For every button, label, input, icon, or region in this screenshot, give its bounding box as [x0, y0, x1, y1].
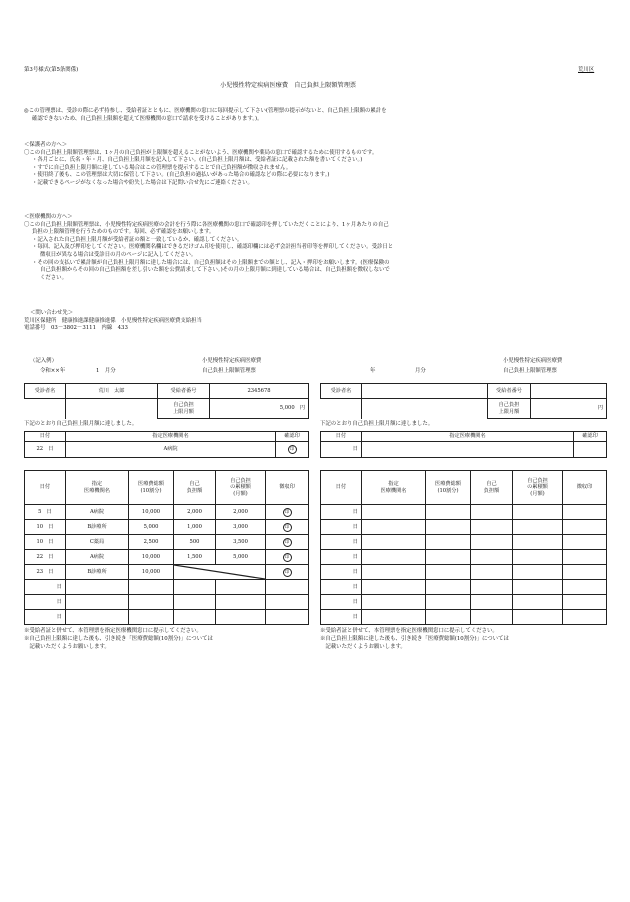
row-date: 日: [321, 535, 362, 550]
row-date: 23 日: [25, 565, 66, 580]
row-self-field[interactable]: [471, 580, 513, 595]
row-cum: 3,500: [216, 535, 266, 550]
row-total-field[interactable]: [426, 610, 471, 625]
recipient-name-field[interactable]: [362, 384, 488, 399]
reach-institution-field[interactable]: [362, 442, 574, 458]
row-total-field[interactable]: [426, 535, 471, 550]
row-institution-field[interactable]: [362, 580, 426, 595]
row-institution: A病院: [66, 505, 129, 520]
recipient-number: 2345678: [210, 384, 309, 399]
strike-line: [174, 565, 265, 579]
limit-value: 5,000 円: [210, 399, 309, 419]
table-row: [25, 565, 309, 580]
left-title-1: 小児慢性特定疾病医療費: [202, 358, 262, 364]
left-notes: ※受給者証と併せて、本管理票を指定医療機関窓口に提示してください。 ※自己負担上限額に達した後も、引き続き「医療費総額(10割分)」については 記載いただくようお願いします。: [24, 628, 213, 650]
row-institution: B診療所: [66, 520, 129, 535]
row-cum-field[interactable]: [513, 565, 563, 580]
contact-office: 荒川区保健所 健康推進課健康推進係 小児慢性特定疾病医療費支給担当: [24, 317, 202, 324]
row-self-field[interactable]: [471, 550, 513, 565]
hist-header-name: 指定 医療機関名: [362, 471, 426, 505]
row-self-field[interactable]: [471, 595, 513, 610]
row-institution-field[interactable]: [362, 505, 426, 520]
intro-text: ◎この管理票は、受診の際に必ず持参し、受給者証とともに、医療機関の窓口に毎回提示して下さい(管理票の提示がないと、自己負担上限額の累計を 確認できないため、自己負担上限額を超えて医療機関の窓口で請求を受けることがあります。)。: [24, 108, 387, 122]
row-date: 22 日: [25, 550, 66, 565]
row-seal: [266, 535, 309, 550]
row-self-field[interactable]: [471, 520, 513, 535]
recipient-number-label: 受給者番号: [488, 384, 531, 399]
table-row: [321, 550, 607, 565]
recipient-name: 荒川 太郎: [66, 384, 158, 399]
recipient-number-field[interactable]: [531, 384, 607, 399]
row-institution-field[interactable]: [362, 565, 426, 580]
reach-header-seal: 確認印: [276, 432, 309, 442]
row-institution: B診療所: [66, 565, 129, 580]
row-self-field[interactable]: [471, 505, 513, 520]
right-history-table: [320, 470, 607, 625]
seal-stamp: 印: [283, 508, 292, 517]
guardian-heading: ＜保護者の方へ＞: [24, 142, 68, 148]
row-seal-field[interactable]: [563, 505, 607, 520]
row-seal: [266, 505, 309, 520]
recipient-label: 受診者名: [321, 384, 362, 399]
row-date: 日: [321, 520, 362, 535]
limit-label: 自己負担 上限月額: [158, 399, 210, 419]
row-strikeout: [174, 565, 266, 580]
reach-header-name: 指定医療機関名: [66, 432, 276, 442]
row-seal-field[interactable]: [563, 535, 607, 550]
row-total: 10,000: [129, 550, 174, 565]
row-seal-field[interactable]: [563, 565, 607, 580]
left-month: 1 月分: [96, 368, 116, 374]
recipient-number-label: 受給者番号: [158, 384, 210, 399]
institution-heading: ＜医療機関の方へ＞: [24, 214, 73, 220]
right-title-1: 小児慢性特定疾病医療費: [503, 358, 563, 364]
row-date: 日: [321, 595, 362, 610]
reach-header-name: 指定医療機関名: [362, 432, 574, 442]
reach-header-date: 日付: [25, 432, 66, 442]
right-year: 年: [370, 368, 376, 374]
right-reached-table: [320, 431, 607, 458]
right-title-2: 自己負担上限額管理票: [503, 368, 557, 374]
recipient-label: 受診者名: [25, 384, 66, 399]
row-total-field[interactable]: [426, 595, 471, 610]
left-reached-text: 下記のとおり自己負担上限月額に達しました。: [24, 421, 138, 427]
table-row: [321, 580, 607, 595]
row-institution: A病院: [66, 550, 129, 565]
row-institution-field[interactable]: [362, 550, 426, 565]
table-row: [321, 610, 607, 625]
row-cum-field[interactable]: [513, 535, 563, 550]
row-institution-field[interactable]: [362, 595, 426, 610]
hist-header-cum: 自己負担 の累積額 (月額): [513, 471, 563, 505]
table-row: [321, 535, 607, 550]
row-cum-field[interactable]: [513, 505, 563, 520]
reach-date: 22 日: [25, 442, 66, 458]
row-seal: [266, 550, 309, 565]
row-date: 日: [321, 565, 362, 580]
row-institution-field[interactable]: [362, 535, 426, 550]
seal-stamp: 印: [283, 538, 292, 547]
hist-header-self: 自己 負担額: [471, 471, 513, 505]
seal-stamp: 印: [283, 523, 292, 532]
hist-header-date: 日付: [25, 471, 66, 505]
institution-section: ＜医療機関の方へ＞ 〇この自己負担上限額管理票は、小児慢性特定疾病医療の会計を行う際に各医療機関の窓口で確認印を押していただくことにより、1ヶ月あたりの自己 負担の上限額管理を行うためのものです。毎回、必ず確認をお願いします。 ・記入された自己負担上限月額が受給者証の額と一致しているか、確認してください。 ・毎回、記入及び押印をしてください。医療機関名欄はできるだけゴム印を使用し、確認印欄には必ず会計担当者印等を押印してください。受診日と 徴収日が異なる場合は受診日の月のページに記入してください。 ・その回の支払いで累計額が自己負担上限月額に達した場合には、自己負担額はその上限額までの額とし、記入・押印をお願いします。(医療保険の 自己負担額からその回の自己負担額を差し引いた額を公費請求して下さい。)その月の上限月額に到達している場合は、自己負担額を徴収しないで ください。: [24, 214, 394, 281]
hist-header-total: 医療費総額 (10割分): [426, 471, 471, 505]
row-total-field[interactable]: [426, 580, 471, 595]
row-cum: 5,000: [216, 550, 266, 565]
row-cum: 2,000: [216, 505, 266, 520]
row-seal-field[interactable]: [563, 520, 607, 535]
limit-value-field[interactable]: 円: [531, 399, 607, 419]
row-institution-field[interactable]: [362, 610, 426, 625]
row-self-field[interactable]: [471, 535, 513, 550]
table-row: [25, 520, 309, 535]
row-date: 日: [321, 580, 362, 595]
row-self: 1,500: [174, 550, 216, 565]
row-self: 500: [174, 535, 216, 550]
table-row: [25, 595, 309, 610]
table-row: [25, 580, 309, 595]
seal-stamp: 印: [283, 553, 292, 562]
row-cum-field[interactable]: [513, 550, 563, 565]
row-date: 5 日: [25, 505, 66, 520]
row-seal: [266, 520, 309, 535]
contact-phone: 電話番号 03－3802－3111 内線 433: [24, 325, 128, 332]
hist-header-seal: 徴収印: [563, 471, 607, 505]
right-notes: ※受給者証と併せて、本管理票を指定医療機関窓口に提示してください。 ※自己負担上限額に達した後も、引き続き「医療費総額(10割分)」については 記載いただくようお願いします。: [320, 628, 509, 650]
left-title-2: 自己負担上限額管理票: [202, 368, 256, 374]
table-row: [321, 595, 607, 610]
reach-institution: A病院: [66, 442, 276, 458]
row-total-field[interactable]: [426, 550, 471, 565]
row-self-field[interactable]: [471, 565, 513, 580]
row-date: 日: [25, 595, 66, 610]
form-number: 第3号様式(第5条関係): [24, 67, 79, 73]
row-date: 10 日: [25, 535, 66, 550]
row-seal-field[interactable]: [563, 610, 607, 625]
row-seal-field[interactable]: [563, 595, 607, 610]
reach-seal: [276, 442, 309, 458]
table-row: [25, 550, 309, 565]
example-label: （記入例）: [30, 358, 57, 364]
right-recipient-table: [320, 383, 607, 419]
row-date: 日: [25, 610, 66, 625]
ward-name: 荒川区: [578, 67, 595, 73]
row-date: 日: [321, 610, 362, 625]
hist-header-self: 自己 負担額: [174, 471, 216, 505]
row-date: 日: [25, 580, 66, 595]
left-history-table: [24, 470, 309, 625]
row-cum: 3,000: [216, 520, 266, 535]
row-seal-field[interactable]: [563, 580, 607, 595]
hist-header-date: 日付: [321, 471, 362, 505]
page-title: 小児慢性特定疾病医療費 自己負担上限額管理票: [220, 82, 357, 89]
table-row: [25, 610, 309, 625]
row-cum-field[interactable]: [513, 520, 563, 535]
seal-stamp: 印: [283, 568, 292, 577]
row-total: 5,000: [129, 520, 174, 535]
reach-seal-field[interactable]: [574, 442, 607, 458]
row-date: 日: [321, 550, 362, 565]
guardian-section: ＜保護者の方へ＞ 〇この自己負担上限額管理票は、1ヶ月の自己負担が上限額を超えることがないよう、医療機関や薬局の窓口で確認するために使用するものです。 ・各月ごとに、氏名・年・月、自己負担上限月額を記入して下さい。(自己負担上限月額は、受給者証に記載された額を書いてください。) ・すでに自己負担上限月額に達している場合はこの管理票を提示することで自己負担額が徴収されません。 ・使用終了後も、この管理票は大切に保管して下さい。(自己負担の過払いがあった場合の確認などの際に必要になります。) ・記載できるページがなくなった場合や紛失した場合は下記問い合せ先にご連絡ください。: [24, 142, 378, 186]
right-month: 月分: [415, 368, 426, 374]
table-row: [25, 505, 309, 520]
row-cum-field[interactable]: [513, 610, 563, 625]
row-institution: C薬局: [66, 535, 129, 550]
row-date: 日: [321, 505, 362, 520]
limit-label: 自己負担 上限月額: [488, 399, 531, 419]
hist-header-seal: 徴収印: [266, 471, 309, 505]
right-reached-text: 下記のとおり自己負担上限月額に達しました。: [320, 421, 434, 427]
hist-header-total: 医療費総額 (10割分): [129, 471, 174, 505]
row-self: 2,000: [174, 505, 216, 520]
row-institution-field[interactable]: [362, 520, 426, 535]
left-reached-table: [24, 431, 309, 458]
table-row: [25, 535, 309, 550]
reach-date: 日: [321, 442, 362, 458]
table-row: [321, 520, 607, 535]
row-total: 2,500: [129, 535, 174, 550]
row-total-field[interactable]: [426, 565, 471, 580]
row-cum-field[interactable]: [513, 595, 563, 610]
table-row: [321, 565, 607, 580]
left-recipient-table: [24, 383, 309, 419]
table-row: [321, 505, 607, 520]
reach-header-seal: 確認印: [574, 432, 607, 442]
row-cum-field[interactable]: [513, 580, 563, 595]
contact-section: [24, 310, 202, 333]
hist-header-cum: 自己負担 の累積額 (月額): [216, 471, 266, 505]
row-seal-field[interactable]: [563, 550, 607, 565]
row-total: 10,000: [129, 565, 174, 580]
seal-stamp: 印: [288, 445, 297, 454]
reach-header-date: 日付: [321, 432, 362, 442]
row-self-field[interactable]: [471, 610, 513, 625]
row-total-field[interactable]: [426, 505, 471, 520]
row-seal: [266, 565, 309, 580]
row-total: 10,000: [129, 505, 174, 520]
hist-header-name: 指定 医療機関名: [66, 471, 129, 505]
row-total-field[interactable]: [426, 520, 471, 535]
row-date: 10 日: [25, 520, 66, 535]
left-year: 令和××年: [40, 368, 66, 374]
contact-heading: ＜問い合わせ先＞: [30, 310, 74, 316]
row-self: 1,000: [174, 520, 216, 535]
